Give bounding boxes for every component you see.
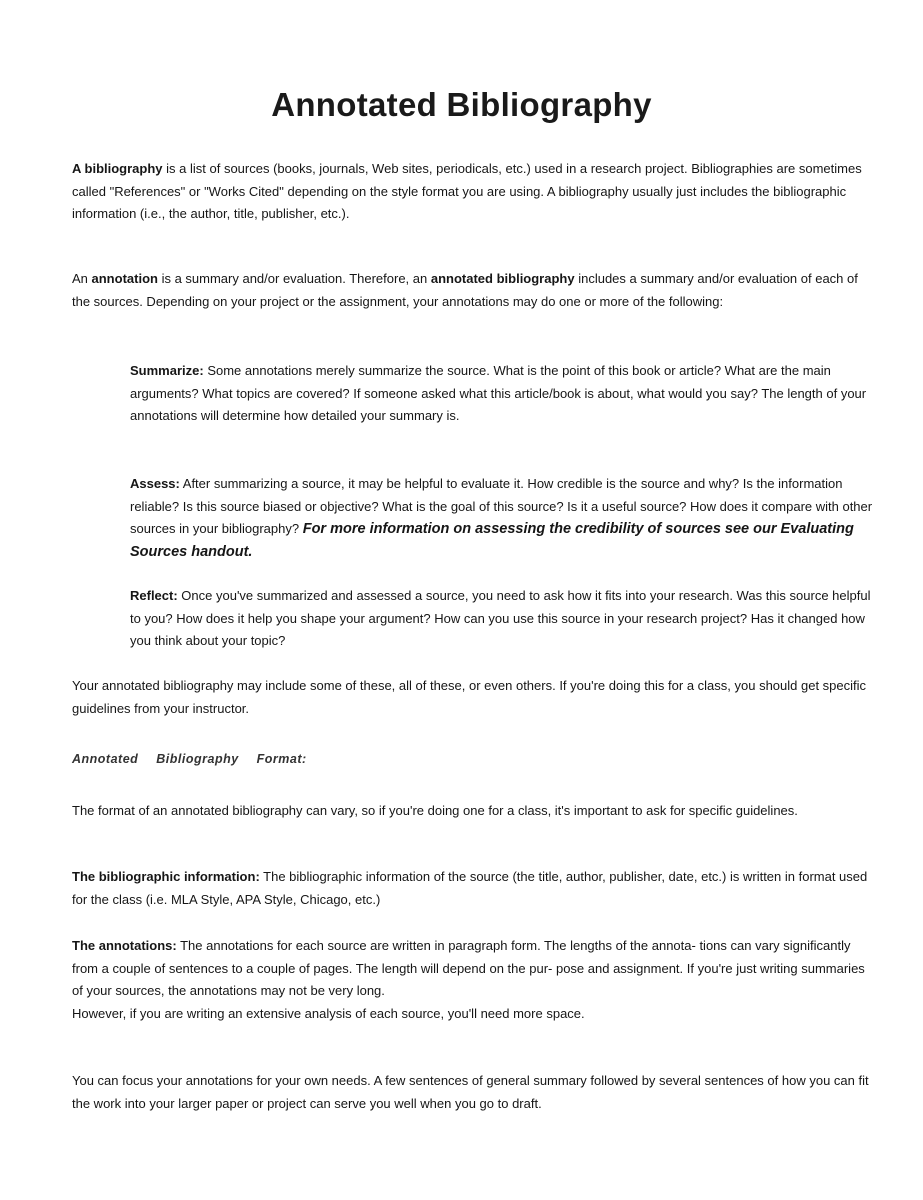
bibliography-definition xyxy=(72,158,872,226)
format-heading: Annotated Bibliography Format: xyxy=(72,752,307,766)
annotation-lead: An xyxy=(72,271,92,286)
evaluating-sources-note: For more information on assessing the credibility of sources see our Evaluating Sources handout. xyxy=(130,521,854,560)
annotations-paragraph xyxy=(72,935,872,1025)
summarize-text: Some annotations merely summarize the source. What is the point of this book or article? What are the main arguments? What topics are covered? If someone asked what this article/book is about, what would you say? The length of your annotations will determine how detailed your summary is. xyxy=(130,363,867,423)
term-bibliography: A bibliography xyxy=(72,161,163,176)
annotation-definition xyxy=(72,268,872,313)
annotation-text: includes a summary and/or evaluation of each of the sources. Depending on your project or the assignment, your annotations may do one or more of the following: xyxy=(72,271,858,309)
assess-item xyxy=(130,473,875,563)
term-annotated-bibliography: annotated bibliography xyxy=(430,271,575,286)
focus-paragraph: You can focus your annotations for your own needs. A few sentences of general summary followed by several sentences of how you can fit the work into your larger paper or project can serve you well when you go to draft. xyxy=(72,1073,869,1111)
annotations-text: The annotations for each source are written in paragraph form. The lengths of the annota- tions can vary significantly from a couple of sentences to a couple of pages. The length will depend on the pur- pose and assignment. If you're just writing summaries of your sources, the annotations may not be very long. xyxy=(72,938,865,998)
term-reflect: Reflect: xyxy=(130,588,178,603)
summarize-item xyxy=(130,360,875,428)
guidelines-paragraph: Your annotated bibliography may include some of these, all of these, or even others. If you're doing this for a class, you should get specific guidelines from your instructor. xyxy=(72,678,867,716)
bibliographic-information-paragraph xyxy=(72,866,872,911)
term-summarize: Summarize: xyxy=(130,363,204,378)
annotation-mid: is a summary and/or evaluation. Therefore, an xyxy=(157,271,431,286)
format-paragraph: The format of an annotated bibliography can vary, so if you're doing one for a class, it's important to ask for specific guidelines. xyxy=(72,803,798,818)
bibliographic-information-text: The bibliographic information of the source (the title, author, publisher, date, etc.) is written in format used for the class (i.e. MLA Style, APA Style, Chicago, etc.) xyxy=(72,869,868,907)
reflect-item xyxy=(130,585,875,653)
assess-text: After summarizing a source, it may be helpful to evaluate it. How credible is the source and why? Is the information reliable? Is this source biased or objective? What is the goal of this source? Is it a useful source? How does it compare with other sources in your bibliography? xyxy=(130,476,873,536)
term-annotations: The annotations: xyxy=(72,938,177,953)
term-assess: Assess: xyxy=(130,476,180,491)
term-bibliographic-information: The bibliographic information: xyxy=(72,869,260,884)
bibliography-text: is a list of sources (books, journals, Web sites, periodicals, etc.) used in a research project. Bibliographies are sometimes called "References" or "Works Cited" depending on the style format you are using. A bibliography usually just includes the bibliographic information (i.e., the author, title, publisher, etc.). xyxy=(72,161,862,221)
page-title: Annotated Bibliography xyxy=(271,86,652,123)
term-annotation: annotation xyxy=(91,271,158,286)
annotations-text-continued: However, if you are writing an extensive analysis of each source, you'll need more space. xyxy=(72,1005,585,1021)
reflect-text: Once you've summarized and assessed a source, you need to ask how it fits into your research. Was this source helpful to you? How does it help you shape your argument? How can you use this source in your research project? Has it changed how you think about your topic? xyxy=(130,588,871,648)
